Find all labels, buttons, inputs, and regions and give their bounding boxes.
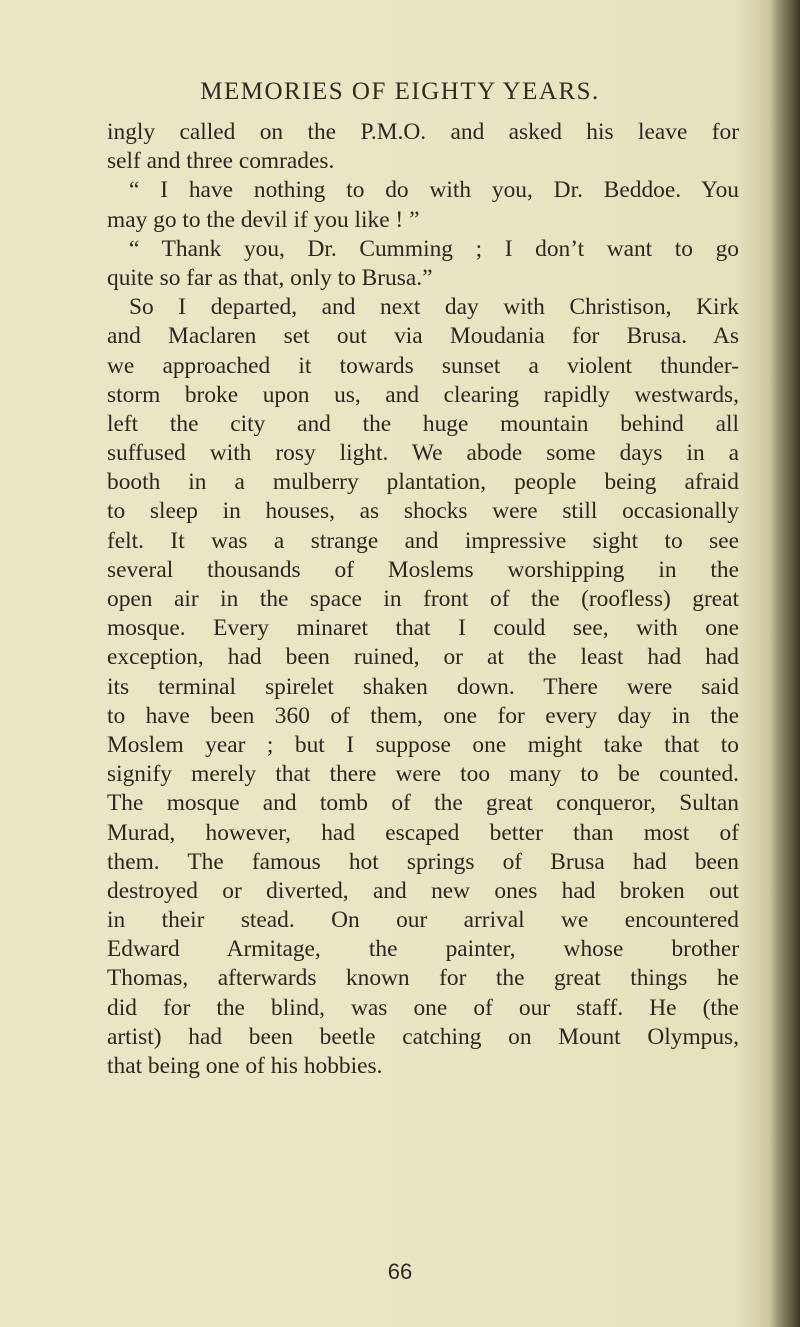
text-line: quite so far as that, only to Brusa.” [107,264,433,291]
text-line: that being one of his hobbies. [107,1053,383,1079]
text-line: So I departed, and next day with Christison, Kirk [129,294,739,321]
text-line: exception, had been ruined, or at the least had had [107,644,739,671]
text-line: Thomas, afterwards known for the great things he [107,965,739,992]
body-text [107,118,739,1081]
text-line: in their stead. On our arrival we encountered [107,907,739,934]
text-line: to have been 360 of them, one for every day in the [107,702,739,729]
text-line: “ I have nothing to do with you, Dr. Beddoe. You [129,177,739,204]
text-line: ingly called on the P.M.O. and asked his leave for [107,119,739,145]
text-line: to sleep in houses, as shocks were still occasionally [107,498,739,525]
text-line: did for the blind, was one of our staff. He (the [107,994,739,1021]
text-line: booth in a mulberry plantation, people being afraid [107,469,739,496]
text-line: Edward Armitage, the painter, whose brother [107,936,739,963]
text-line: The mosque and tomb of the great conqueror, Sultan [107,790,739,817]
text-line: left the city and the huge mountain behind all [107,410,739,437]
text-line: “ Thank you, Dr. Cumming ; I don’t want to go [129,235,739,262]
text-line: self and three comrades. [107,148,335,175]
text-line: felt. It was a strange and impressive sight to see [107,527,739,554]
text-line: signify merely that there were too many to be counted. [107,761,739,788]
text-line: open air in the space in front of the (roofless) great [107,586,739,612]
text-line: several thousands of Moslems worshipping in the [107,556,739,583]
page-number: 66 [387,1259,413,1284]
text-line: suffused with rosy light. We abode some days in a [107,440,739,467]
text-line: Moslem year ; but I suppose one might take that to [107,731,739,758]
text-line: Murad, however, had escaped better than most of [107,819,739,846]
spine-shadow [770,0,800,1327]
text-line: its terminal spirelet shaken down. There were said [107,673,739,700]
text-line: destroyed or diverted, and new ones had broken out [107,877,739,904]
text-line: we approached it towards sunset a violent thunder- [107,352,739,379]
text-line: mosque. Every minaret that I could see, with one [107,615,739,642]
text-line: them. The famous hot springs of Brusa had been [107,848,739,875]
text-line: and Maclaren set out via Moudania for Brusa. As [107,323,739,350]
running-head: MEMORIES OF EIGHTY YEARS. [200,78,600,105]
text-line: may go to the devil if you like ! ” [107,206,420,233]
text-line: storm broke upon us, and clearing rapidly westwards, [107,381,739,408]
text-line: artist) had been beetle catching on Mount Olympus, [107,1023,739,1050]
